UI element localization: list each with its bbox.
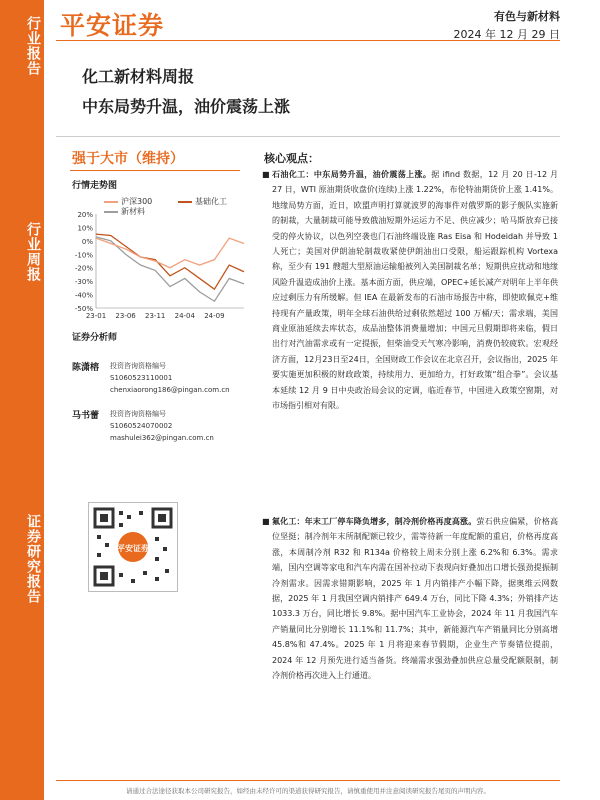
legend-swatch (104, 201, 118, 203)
report-date: 2024 年 12 月 29 日 (453, 28, 560, 41)
series-line (96, 238, 244, 268)
paragraph-fluorochemical: 氟化工：年末工厂停车降负增多，制冷剂价格再度高涨。萤石供应偏紧，价格高位坚挺；制冷剂年末所制配额已较少，需等待新一年度配额的重启，价格再度高涨，本周制冷剂 R32 和 R134a 价格较上周未分别上涨 6.2%和 6.3%。需求端，国内空调等家电和汽车内需在国补拉动下表现向好叠加出口增长强劲提振制冷剂需求。因需求错期影响，2025 年 1 月内销排产小幅下降，据奥维云网数据，2025 年 1 月我国空调内销排产 649.4 万台，同比下降 4.3%；外销排产达 1033.3 万台，同比增长 9.8%。据中国汽车工业协会，2024 年 11 月我国汽车产销量同比分别增长 11.1%和 11.7%；其中，新能源汽车产销量同比分别高增 45.8%和 47.4%。2025 年 1 月将迎来春节假期，企业生产节奏错位提前，2024 年 12 月预先进行适当备货。终端需求强劲叠加供应总量受配额限制，制冷剂价格再次进入上行通道。 (272, 517, 559, 681)
footer-divider (56, 780, 560, 781)
legend-swatch (178, 201, 192, 203)
analyst-email[interactable]: mashulei362@pingan.com.cn (110, 434, 214, 442)
analyst-name: 陈潇榕 (72, 363, 100, 373)
y-tick-label: -20% (74, 264, 93, 273)
sidebar-label-securities-research: 证券研究报告 (25, 514, 41, 604)
analysts-heading: 证券分析师 (72, 333, 118, 343)
x-tick-label: 24-09 (204, 312, 225, 320)
svg-text:平安证券: 平安证券 (117, 544, 149, 553)
y-tick-label: -40% (74, 291, 93, 300)
report-title: 中东局势升温，油价震荡上涨 (82, 97, 291, 116)
rating-label: 强于大市（维持） (72, 151, 184, 167)
core-views-heading: 核心观点： (264, 152, 319, 165)
x-tick-label: 23-01 (85, 312, 107, 320)
legend-item-hs300: 沪深300 (104, 196, 152, 207)
analyst-info: 投资咨询资格编号 S1060523110001 chenxiaorong186@pingan.com.cn (110, 362, 230, 394)
qr-pattern (89, 503, 177, 591)
bullet-icon: ■ (262, 170, 270, 179)
rating-underline (70, 170, 240, 171)
chart-caption: 行情走势图 (72, 181, 118, 191)
analyst-email[interactable]: chenxiaorong186@pingan.com.cn (110, 386, 230, 394)
sidebar (0, 0, 44, 800)
analyst-info: 投资咨询资格编号 S1060524070002 mashulei362@pingan.com.cn (110, 410, 214, 442)
y-tick-label: 20% (77, 211, 93, 219)
paragraph-petrochemical: 石油化工：中东局势升温，油价震荡上涨。据 ifind 数据，12 月 20 日-12 月 27 日，WTI 原油期货收盘价(连续)上涨 1.22%，布伦特油期货价上涨 1.41%。地缘局势方面，近日，欧盟声明打算就波罗的海事件对俄罗斯的影子舰队实施新的制裁，大量制裁可能导致俄油短期外运运力不足、供应减少；哈马斯放弃已接受的停火协议，以色列空袭也门石油终端设施 Ras Eisa 和 Hodeidah 并导致 1 人死亡；美国对伊朗油轮制裁收紧使伊朗油出口受限，船运跟踪机构 Vortexa 称，至少有 191 艘超大型原油运输船被列入美国制裁名单；短期供应扰动和地缘风险升温造成油价上涨。基本面方面，供应端，OPEC+延长减产对明年上半年供应过剩压力有所缓解。但 IEA 在最新发布的石油市场报告中称，即使欧佩克+维持现有产量政策，明年全球石油供给过剩依然超过 100 万桶/天；需求端，美国商业原油延续去库状态，成品油整体消费量增加；中国元旦假期即将来临，假日出行对汽油需求或有一定提振，但柴油受天气寒冷影响，消费仍较疲软。宏观经济方面，12月23日至24日，全国财政工作会议在北京召开，会议指出，2025 年要实施更加积极的财政政策，持续用力、更加给力，打好政策“组合拳”。会议基本延续 12 月 9 日中央政治局会议的定调，临近春节，中国进入政策空窗期，对市场指引相对有限。 (272, 170, 558, 411)
brand-logo: 平安证券 (60, 11, 165, 40)
sidebar-label-industry-weekly: 行业周报 (25, 222, 41, 282)
report-series: 化工新材料周报 (82, 67, 195, 86)
y-tick-label: 0% (81, 237, 93, 246)
sidebar-label-industry-report: 行业报告 (25, 16, 41, 76)
paragraph-lead: 氟化工：年末工厂停车降负增多，制冷剂价格再度高涨。 (272, 517, 477, 526)
paragraph-lead: 石油化工：中东局势升温，油价震荡上涨。 (272, 170, 432, 179)
legend-item-new-materials: 新材料 (104, 206, 145, 217)
x-tick-label: 23-11 (145, 312, 166, 320)
y-tick-label: -50% (74, 305, 93, 313)
qr-code[interactable] (88, 502, 178, 592)
header-divider (56, 40, 560, 41)
y-tick-label: 10% (77, 224, 93, 233)
sector-label: 有色与新材料 (494, 10, 560, 23)
series-line (96, 234, 244, 289)
legend-item-chemicals: 基础化工 (178, 196, 227, 207)
title-divider (56, 136, 560, 137)
x-tick-label: 24-04 (174, 312, 195, 320)
price-trend-chart (66, 208, 250, 324)
y-tick-label: -10% (74, 251, 93, 260)
x-tick-label: 23-06 (115, 312, 136, 320)
bullet-icon: ■ (262, 517, 270, 526)
analyst-name: 马书蕾 (72, 411, 100, 421)
footer-disclaimer: 请通过合法途径获取本公司研究报告，如经由未经许可的渠道获得研究报告，请慎重使用并注意阅读研究报告尾页的声明内容。 (126, 787, 490, 795)
y-tick-label: -30% (74, 278, 93, 287)
